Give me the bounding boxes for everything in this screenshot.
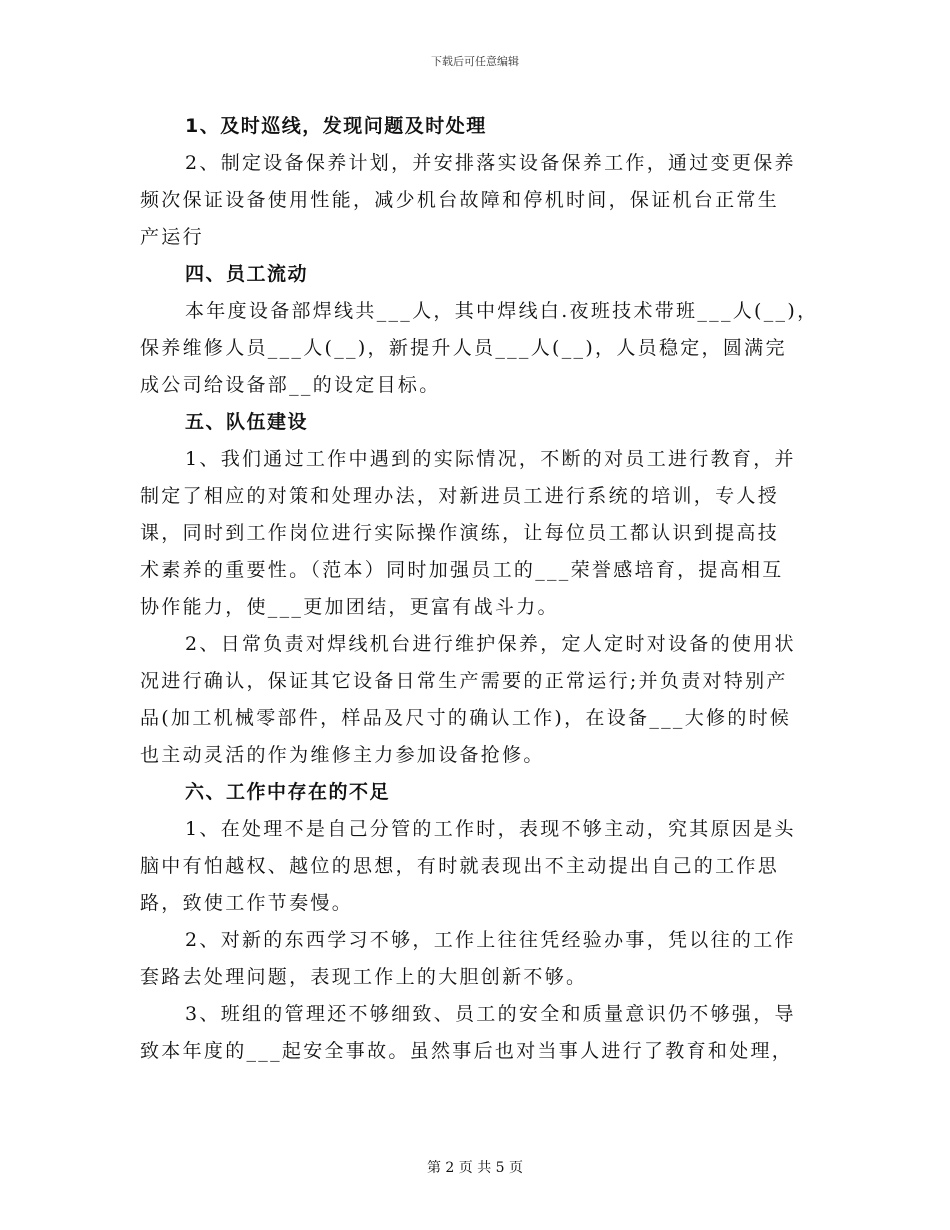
page-footer: 第 2 页 共 5 页 xyxy=(426,1160,524,1176)
section-heading-staff-turnover: 四、员工流动 xyxy=(185,263,309,285)
paragraph-line: 术素养的重要性。（范本）同时加强员工的___荣誉感培育，提高相互 xyxy=(140,559,784,581)
paragraph-line: 频次保证设备使用性能，减少机台故障和停机时间，保证机台正常生 xyxy=(140,189,780,211)
paragraph-line: 本年度设备部焊线共___人，其中焊线白.夜班技术带班___人(__)， xyxy=(185,300,819,322)
paragraph-line: 1、在处理不是自己分管的工作时，表现不够主动，究其原因是头 xyxy=(185,818,796,840)
paragraph-line: 3、班组的管理还不够细致、员工的安全和质量意识仍不够强，导 xyxy=(185,1003,796,1025)
paragraph-line: 致本年度的___起安全事故。虽然事后也对当事人进行了教育和处理， xyxy=(140,1040,794,1062)
page-header: 下载后可任意编辑 xyxy=(431,55,519,68)
section-heading-shortcomings: 六、工作中存在的不足 xyxy=(185,781,391,803)
paragraph-line: 脑中有怕越权、越位的思想，有时就表现出不主动提出自己的工作思 xyxy=(140,855,780,877)
paragraph-line: 保养维修人员___人(__)，新提升人员___人(__)，人员稳定，圆满完 xyxy=(140,337,787,359)
paragraph-line: 2、日常负责对焊线机台进行维护保养，定人定时对设备的使用状 xyxy=(185,633,796,655)
section-heading-team-building: 五、队伍建设 xyxy=(185,411,309,433)
paragraph-line: 2、制定设备保养计划，并安排落实设备保养工作，通过变更保养 xyxy=(185,152,796,174)
paragraph-line: 套路去处理问题，表现工作上的大胆创新不够。 xyxy=(140,966,588,988)
paragraph-line: 成公司给设备部__的设定目标。 xyxy=(140,374,441,396)
paragraph-line: 路，致使工作节奏慢。 xyxy=(140,892,354,914)
paragraph-line: 产运行 xyxy=(140,226,204,248)
paragraph-line: 课，同时到工作岗位进行实际操作演练，让每位员工都认识到提高技 xyxy=(140,522,780,544)
paragraph-line: 也主动灵活的作为维修主力参加设备抢修。 xyxy=(140,744,545,766)
document-body xyxy=(140,108,819,1070)
heading-line: 1、及时巡线，发现问题及时处理 xyxy=(185,115,487,137)
paragraph-line: 况进行确认，保证其它设备日常生产需要的正常运行;并负责对特别产 xyxy=(140,670,788,692)
paragraph-line: 制定了相应的对策和处理办法，对新进员工进行系统的培训，专人授 xyxy=(140,485,780,507)
paragraph-line: 1、我们通过工作中遇到的实际情况，不断的对员工进行教育，并 xyxy=(185,448,796,470)
paragraph-line: 2、对新的东西学习不够，工作上往往凭经验办事，凭以往的工作 xyxy=(185,929,796,951)
paragraph-line: 品(加工机械零部件，样品及尺寸的确认工作)，在设备___大修的时候 xyxy=(140,707,792,729)
paragraph-line: 协作能力，使___更加团结，更富有战斗力。 xyxy=(140,596,559,618)
